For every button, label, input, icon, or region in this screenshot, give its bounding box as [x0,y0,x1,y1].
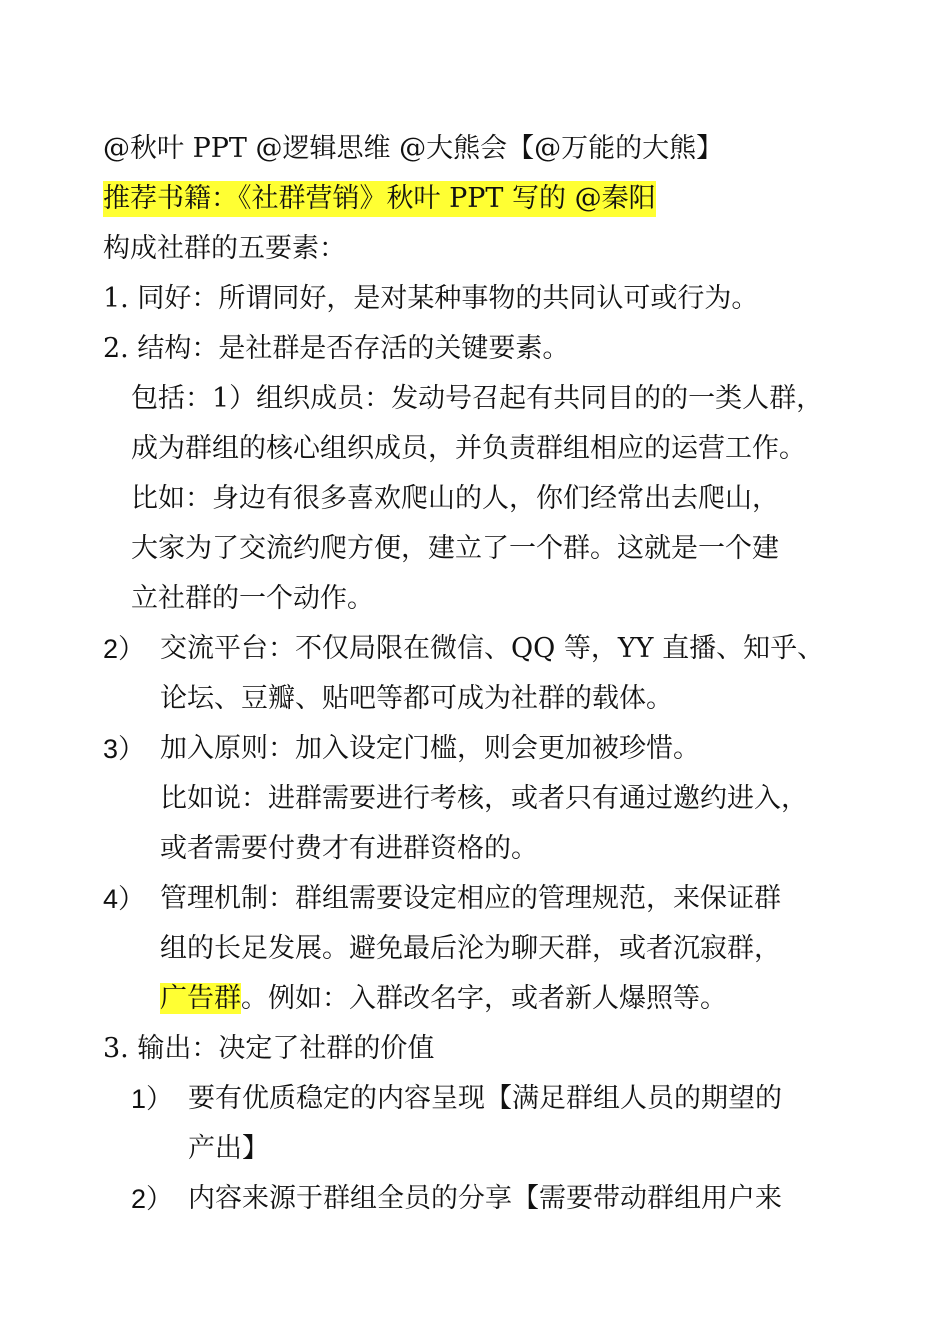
text-line-output-1-cont: 产出】 [188,1133,269,1164]
text-line-example-3: 立社群的一个动作。 [131,583,374,614]
text-line-example-1: 比如：身边有很多喜欢爬山的人，你们经常出去爬山， [131,483,779,514]
text-line-join-example-2: 或者需要付费才有进群资格的。 [160,833,538,864]
list-marker-output-1: 1） [131,1084,174,1114]
text-line-sources: @秋叶 PPT @逻辑思维 @大熊会【@万能的大熊】 [103,133,724,164]
text-line-example-2: 大家为了交流约爬方便，建立了一个群。这就是一个建 [131,533,779,564]
text-line-management-2: 组的长足发展。避免最后沦为聊天群，或者沉寂群， [160,933,781,964]
text-line-item-2: 2. 结构：是社群是否存活的关键要素。 [103,333,570,364]
list-marker-4: 4） [103,884,146,914]
highlighted-ad-group: 广告群 [160,983,241,1014]
text-line-management-1: 管理机制：群组需要设定相应的管理规范，来保证群 [160,883,781,914]
text-line-five-elements-heading: 构成社群的五要素： [103,233,346,264]
text-line-output-1: 要有优质稳定的内容呈现【满足群组人员的期望的 [188,1083,782,1114]
text-span-management-example: 。例如：入群改名字，或者新人爆照等。 [241,983,727,1014]
text-line-item-1: 1. 同好：所谓同好，是对某种事物的共同认可或行为。 [103,283,759,314]
text-line-core-members: 成为群组的核心组织成员，并负责群组相应的运营工作。 [131,433,806,464]
text-line-recommended-book: 推荐书籍：《社群营销》秋叶 PPT 写的 @秦阳 [103,181,656,217]
text-line-includes: 包括：1）组织成员：发动号召起有共同目的的一类人群， [131,383,824,414]
text-line-platform-1: 交流平台：不仅局限在微信、QQ 等，YY 直播、知乎、 [160,633,825,664]
list-marker-3: 3） [103,734,146,764]
list-marker-2: 2） [103,634,146,664]
text-line-output-2: 内容来源于群组全员的分享【需要带动群组用户来 [188,1183,782,1214]
text-line-platform-2: 论坛、豆瓣、贴吧等都可成为社群的载体。 [160,683,673,714]
text-line-join-rule: 加入原则：加入设定门槛，则会更加被珍惜。 [160,733,700,764]
text-line-management-3 [160,981,727,1017]
list-marker-output-2: 2） [131,1184,174,1214]
text-line-join-example-1: 比如说：进群需要进行考核，或者只有通过邀约进入， [160,783,808,814]
text-line-item-3: 3. 输出：决定了社群的价值 [103,1033,435,1064]
